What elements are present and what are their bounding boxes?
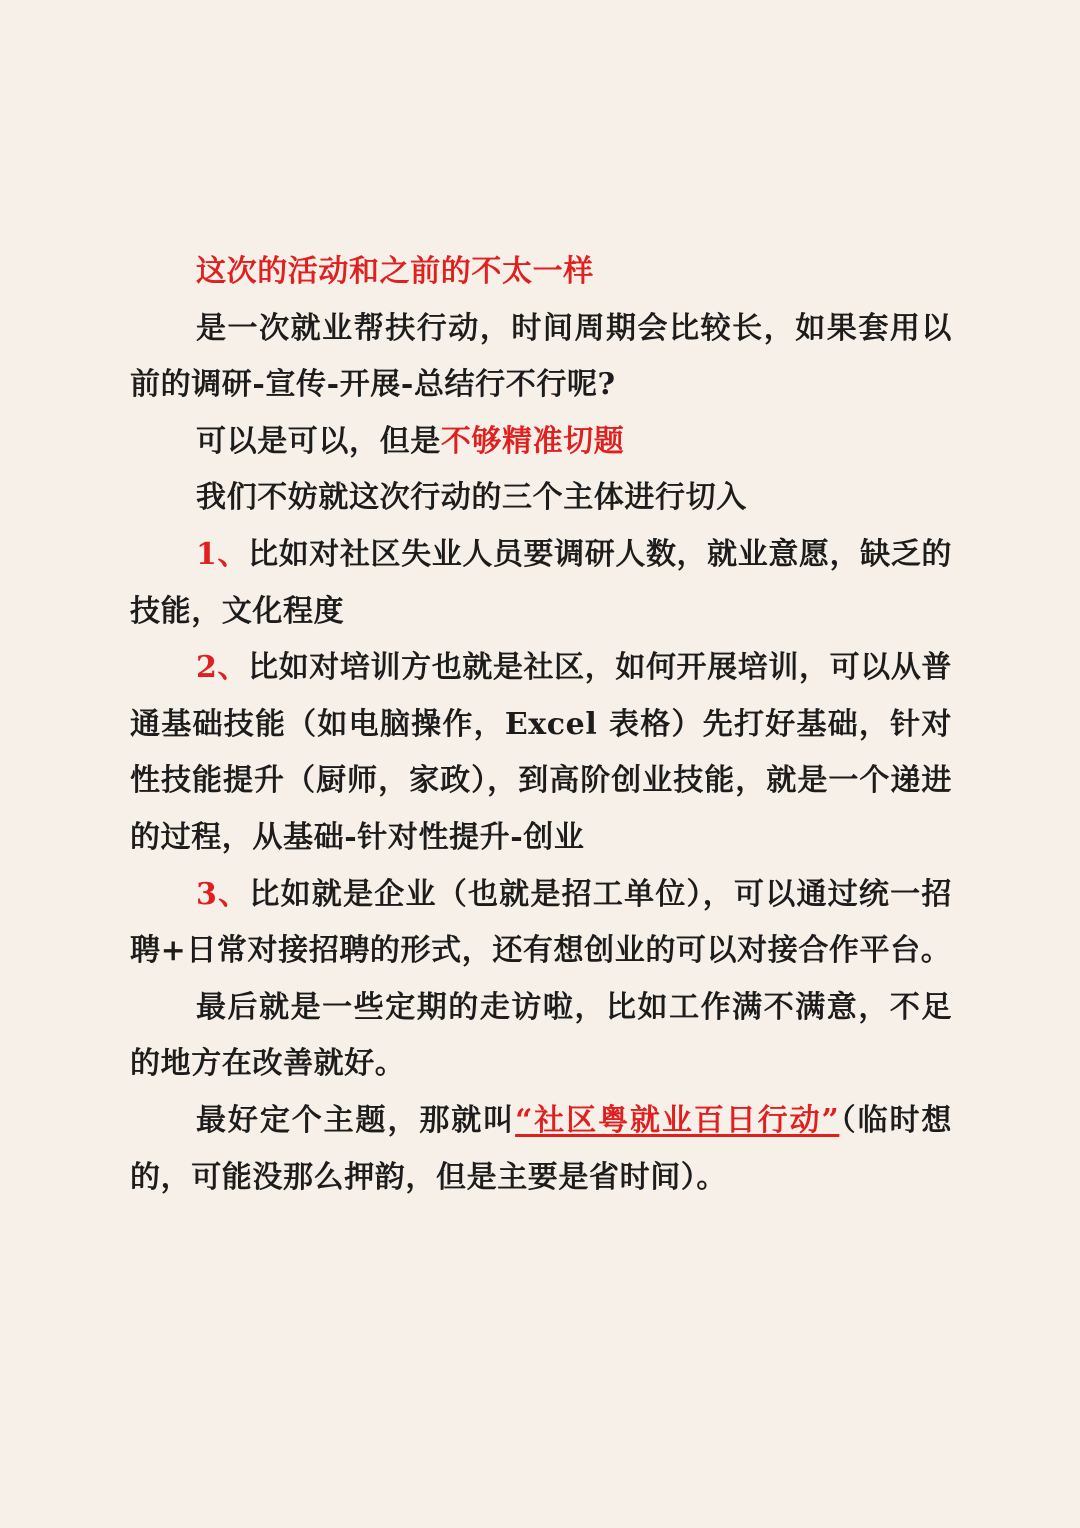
theme-note: （临时想的，可能没那么押韵，但是主要是省时间）。 — [130, 1102, 953, 1195]
item-1-text: 比如对社区失业人员要调研人数，就业意愿，缺乏的技能，文化程度 — [130, 536, 952, 629]
theme-link[interactable]: “社区粤就业百日行动” — [515, 1102, 840, 1138]
opinion-highlight: 不够精准切题 — [440, 423, 625, 459]
red-heading: 这次的活动和之前的不太一样 — [196, 254, 594, 289]
list-item-1 — [130, 527, 952, 640]
item-2-text: 比如对培训方也就是社区，如何开展培训，可以从普通基础技能（如电脑操作，Excel 表格）先打好基础，针对性技能提升（厨师，家政），到高阶创业技能，就是一个递进的过程，从基础-针对性提升-创业 — [130, 650, 952, 855]
list-item-2 — [130, 640, 952, 866]
item-3-text: 比如就是企业（也就是招工单位），可以通过统一招聘+日常对接招聘的形式，还有想创业的可以对接合作平台。 — [130, 876, 952, 969]
followup-paragraph: 最后就是一些定期的走访啦，比如工作满不满意，不足的地方在改善就好。 — [130, 989, 952, 1082]
theme-intro: 最好定个主题，那就叫 — [196, 1102, 516, 1138]
heading-paragraph — [130, 244, 952, 301]
list-item-3 — [130, 867, 952, 980]
theme-paragraph — [130, 1093, 952, 1206]
article-body — [130, 244, 952, 1206]
approach-paragraph: 我们不妨就这次行动的三个主体进行切入 — [196, 480, 747, 516]
item-1-number: 1、 — [196, 536, 249, 572]
opinion-text: 可以是可以，但是 — [196, 423, 441, 459]
item-2-number: 2、 — [196, 650, 249, 686]
intro-paragraph: 是一次就业帮扶行动，时间周期会比较长，如果套用以前的调研-宣传-开展-总结行不行呢? — [130, 310, 952, 403]
item-3-number: 3、 — [196, 876, 250, 912]
opinion-paragraph — [130, 414, 952, 471]
